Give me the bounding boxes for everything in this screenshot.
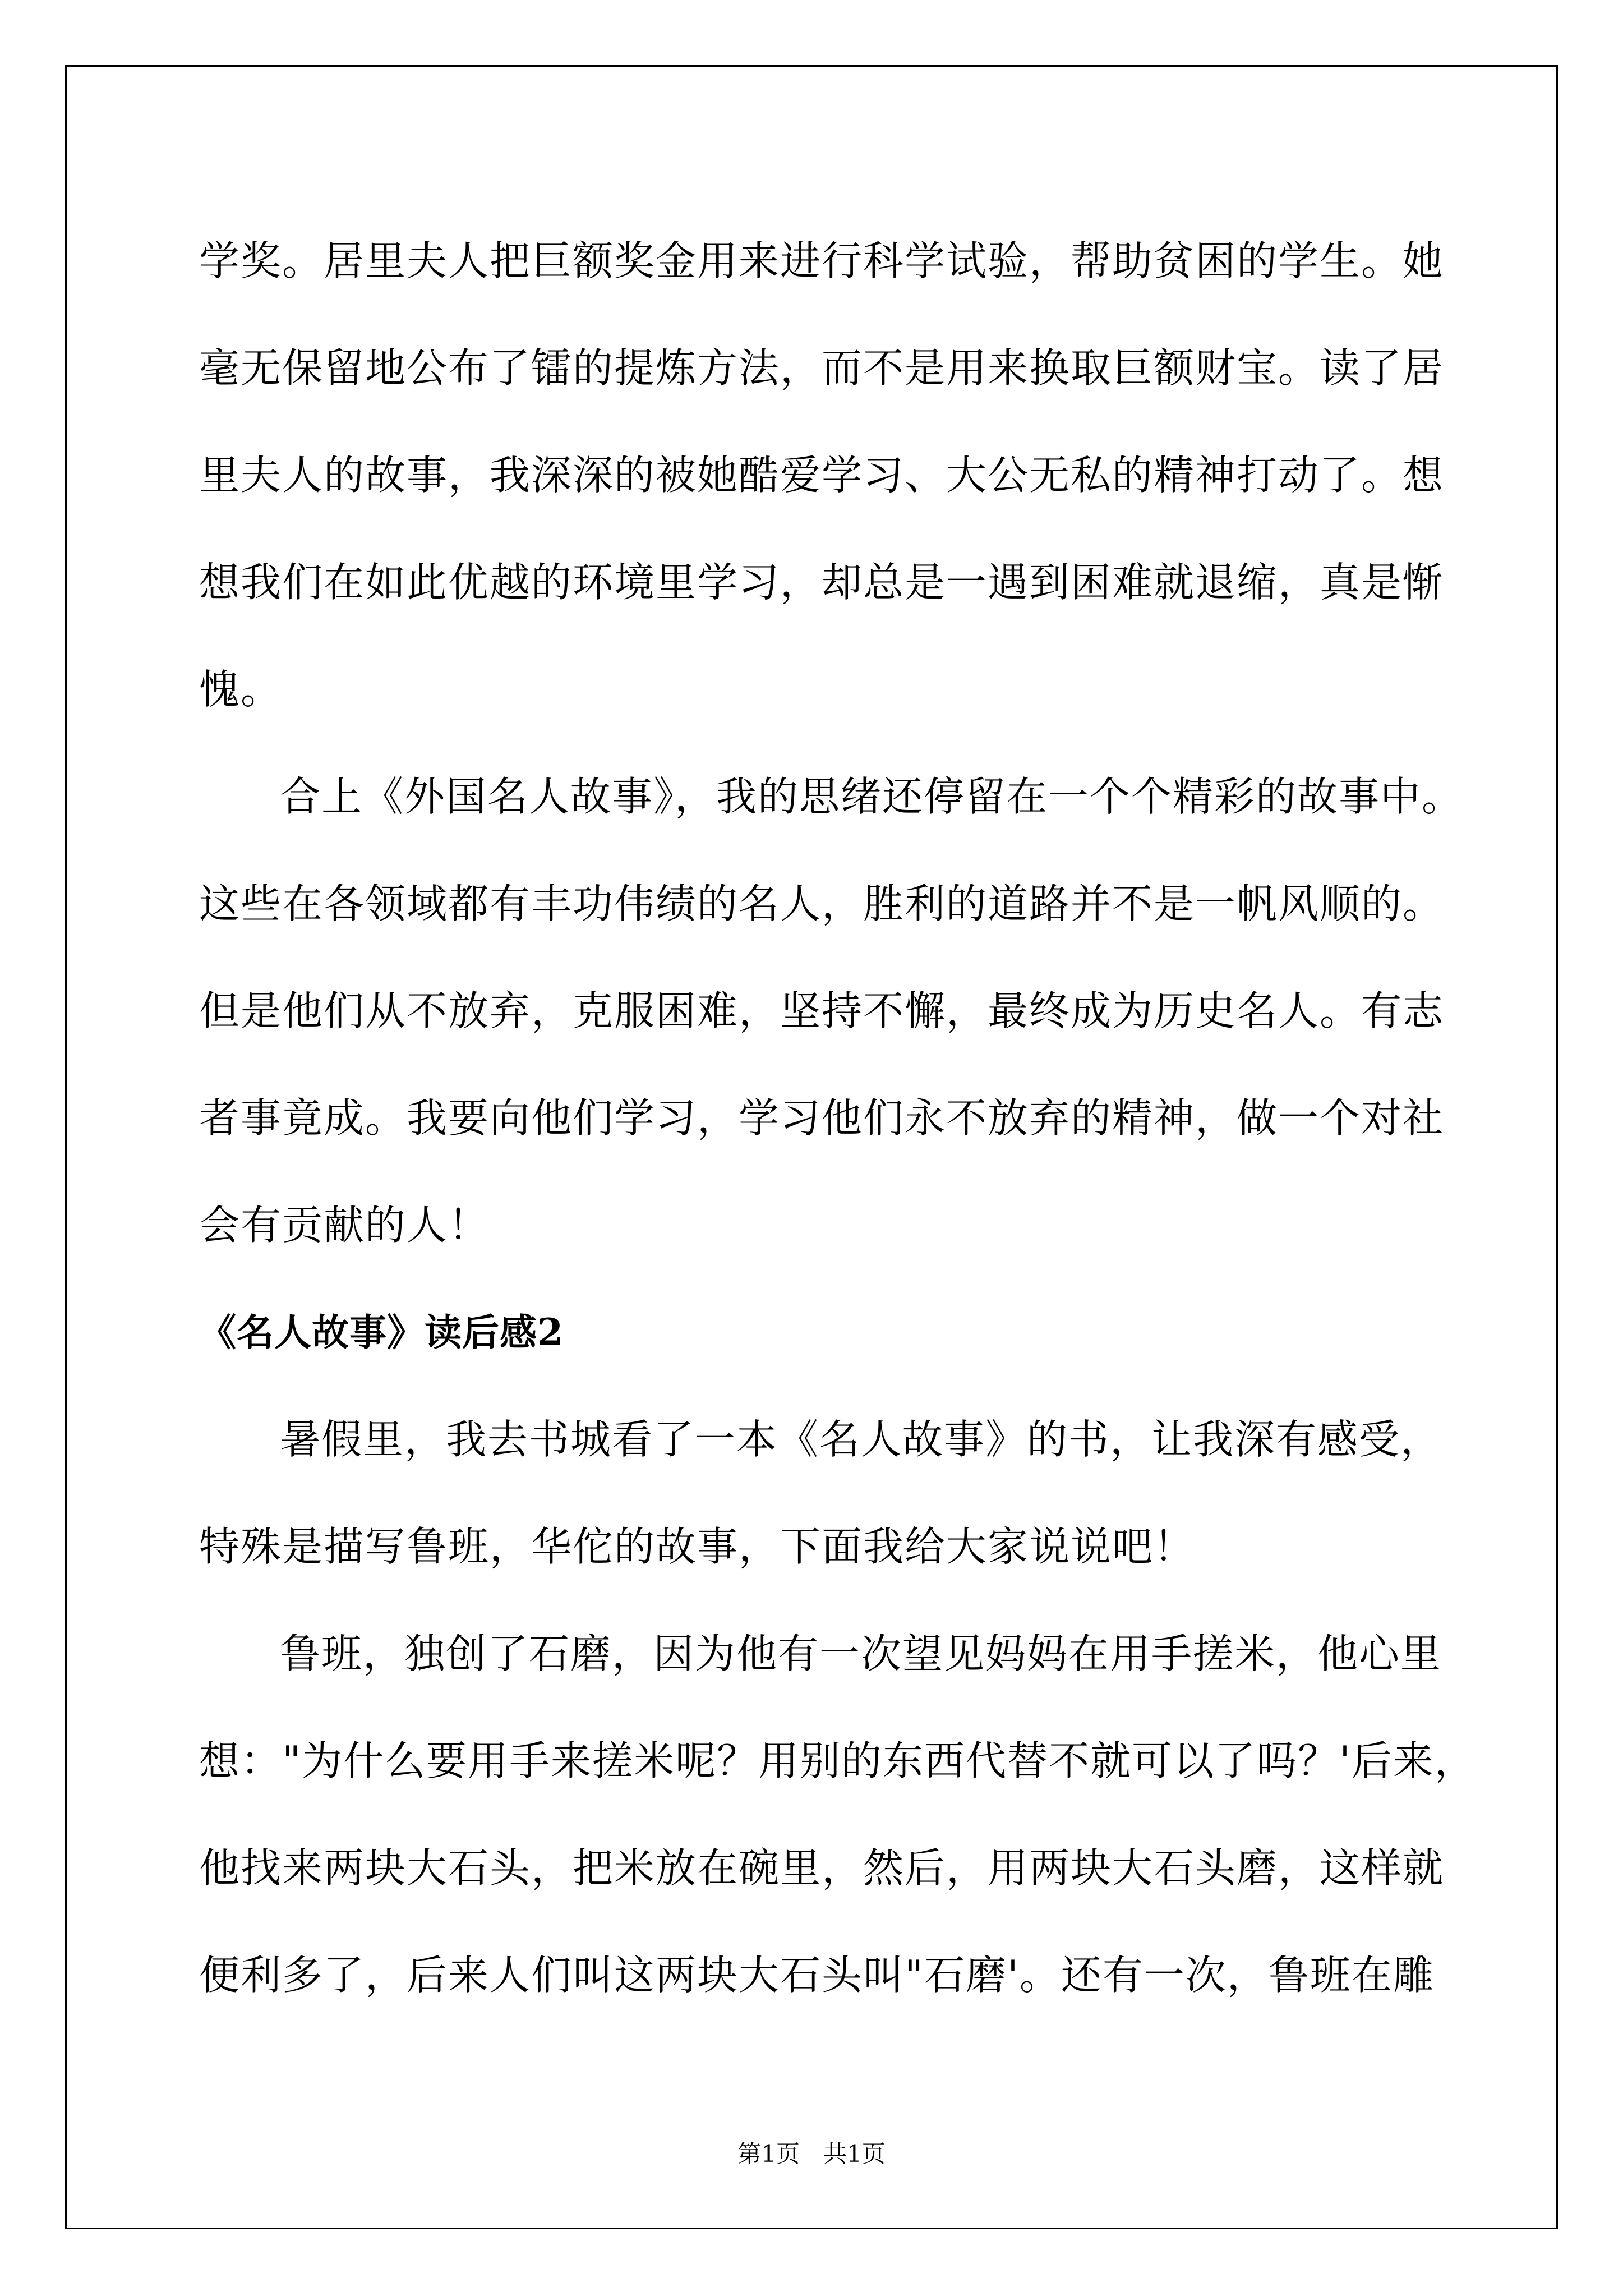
page-footer [0,2137,1623,2171]
text-line: 里夫人的故事，我深深的被她酷爱学习、大公无私的精神打动了。想 [199,452,1445,499]
page-number: 第1页 [737,2140,800,2168]
text-line: 便利多了，后来人们叫这两块大石头叫"石磨'。还有一次，鲁班在雕 [199,1952,1435,1999]
text-line: 但是他们从不放弃，克服困难，坚持不懈，最终成为历史名人。有志 [199,987,1445,1034]
paragraph-1 [199,208,1455,743]
paragraph-3 [199,1386,1455,1600]
paragraph-4 [199,1600,1476,2029]
text-line: 这些在各领域都有丰功伟绩的名人，胜利的道路并不是一帆风顺的。 [199,880,1445,927]
text-line: 学奖。居里夫人把巨额奖金用来进行科学试验，帮助贫困的学生。她 [199,237,1445,284]
document-body [199,208,1476,2029]
text-line: 毫无保留地公布了镭的提炼方法，而不是用来换取巨额财宝。读了居 [199,344,1445,392]
text-line: 鲁班，独创了石磨，因为他有一次望见妈妈在用手搓米，他心里 [280,1630,1442,1677]
text-line: 愧。 [199,666,283,713]
text-line: 会有贡献的人！ [199,1202,490,1249]
text-line: 想："为什么要用手来搓米呢？用别的东西代替不就可以了吗？'后来， [199,1737,1476,1784]
heading-text: 《名人故事》读后感2 [199,1310,564,1354]
text-line: 他找来两块大石头，把米放在碗里，然后，用两块大石头磨，这样就 [199,1844,1445,1892]
text-line: 合上《外国名人故事》，我的思绪还停留在一个个精彩的故事中。 [280,773,1464,820]
text-line: 特殊是描写鲁班，华佗的故事，下面我给大家说说吧！ [199,1523,1196,1570]
text-line: 暑假里，我去书城看了一本《名人故事》的书，让我深有感受， [280,1416,1442,1463]
text-line: 想我们在如此优越的环境里学习，却总是一遇到困难就退缩，真是惭 [199,559,1445,606]
section-heading [199,1279,1455,1386]
paragraph-2 [199,743,1464,1279]
text-line: 者事竟成。我要向他们学习，学习他们永不放弃的精神，做一个对社 [199,1094,1445,1142]
page-total: 共1页 [823,2140,886,2168]
